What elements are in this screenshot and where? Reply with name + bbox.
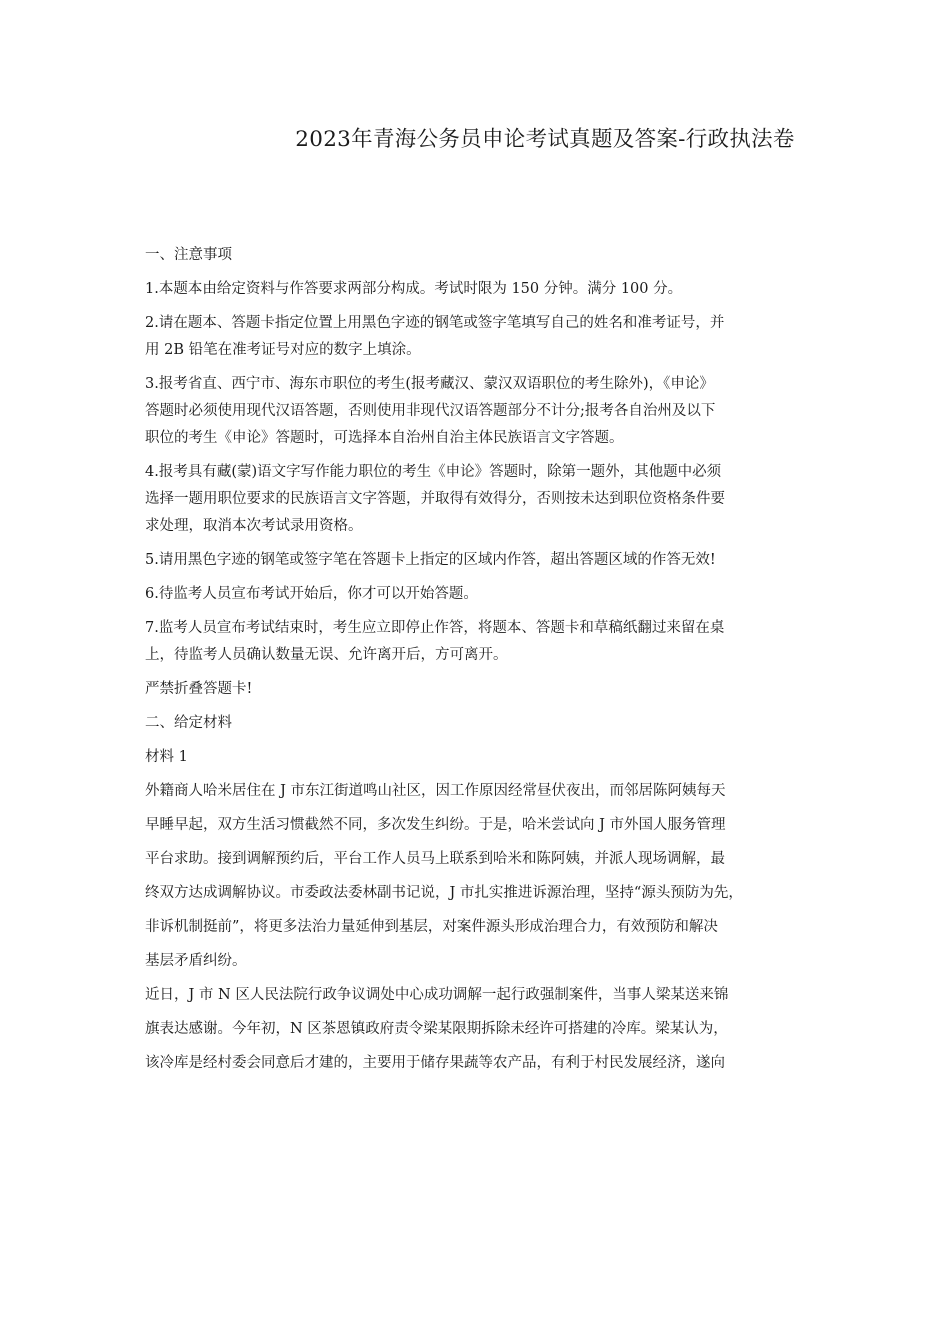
document-body — [145, 242, 835, 1077]
material-1-heading: 材料 1 — [145, 749, 188, 765]
note-item-1: 1.本题本由给定资料与作答要求两部分构成。考试时限为 150 分钟。满分 100 分。 — [145, 281, 683, 297]
note-item-7-line-2: 上，待监考人员确认数量无误、允许离开后，方可离开。 — [145, 647, 508, 663]
section-heading-materials: 二、给定材料 — [145, 715, 232, 731]
note-item-3-line-1: 3.报考省直、西宁市、海东市职位的考生(报考藏汉、蒙汉双语职位的考生除外)，《申论》 — [145, 376, 714, 392]
note-item-2-line-1: 2.请在题本、答题卡指定位置上用黑色字迹的钢笔或签字笔填写自己的姓名和准考证号，并 — [145, 315, 725, 331]
document-title: 2023年青海公务员申论考试真题及答案-行政执法卷 — [295, 127, 795, 152]
material-1-para-1-line-2: 早睡早起，双方生活习惯截然不同，多次发生纠纷。于是，哈米尝试向 J 市外国人服务管理 — [145, 817, 726, 833]
note-item-3-line-3: 职位的考生《申论》答题时，可选择本自治州自治主体民族语言文字答题。 — [145, 430, 624, 446]
note-item-5: 5.请用黑色字迹的钢笔或签字笔在答题卡上指定的区域内作答，超出答题区域的作答无效! — [145, 552, 716, 568]
note-item-2-line-2: 用 2B 铅笔在准考证号对应的数字上填涂。 — [145, 342, 421, 358]
warning-no-fold: 严禁折叠答题卡! — [145, 681, 253, 697]
note-item-4-line-1: 4.报考具有藏(蒙)语文字写作能力职位的考生《申论》答题时，除第一题外，其他题中必须 — [145, 464, 722, 480]
note-item-7-line-1: 7.监考人员宣布考试结束时，考生应立即停止作答，将题本、答题卡和草稿纸翻过来留在桌 — [145, 620, 725, 636]
material-1-para-1-line-6: 基层矛盾纠纷。 — [145, 953, 247, 969]
material-1-para-1-line-1: 外籍商人哈米居住在 J 市东江街道鸣山社区，因工作原因经常昼伏夜出，而邻居陈阿姨每天 — [145, 783, 726, 799]
note-item-6: 6.待监考人员宣布考试开始后，你才可以开始答题。 — [145, 586, 478, 602]
note-item-3-line-2: 答题时必须使用现代汉语答题，否则使用非现代汉语答题部分不计分;报考各自治州及以下 — [145, 403, 716, 419]
note-item-4-line-2: 选择一题用职位要求的民族语言文字答题，并取得有效得分，否则按未达到职位资格条件要 — [145, 491, 725, 507]
material-1-para-1-line-4: 终双方达成调解协议。市委政法委林副书记说，J 市扎实推进诉源治理，坚持“源头预防为先， — [145, 885, 743, 901]
material-1-para-1-line-5: 非诉机制挺前”，将更多法治力量延伸到基层，对案件源头形成治理合力，有效预防和解决 — [145, 919, 718, 935]
material-1-para-2-line-2: 旗表达感谢。今年初，N 区茶恩镇政府责令梁某限期拆除未经许可搭建的冷库。梁某认为， — [145, 1021, 728, 1037]
material-1-para-2-line-1: 近日，J 市 N 区人民法院行政争议调处中心成功调解一起行政强制案件，当事人梁某送来锦 — [145, 987, 729, 1003]
material-1-para-2-line-3: 该冷库是经村委会同意后才建的，主要用于储存果蔬等农产品，有利于村民发展经济，遂向 — [145, 1055, 725, 1071]
material-1-para-1-line-3: 平台求助。接到调解预约后，平台工作人员马上联系到哈米和陈阿姨，并派人现场调解，最 — [145, 851, 725, 867]
section-heading-notes: 一、注意事项 — [145, 247, 232, 263]
note-item-4-line-3: 求处理，取消本次考试录用资格。 — [145, 518, 363, 534]
